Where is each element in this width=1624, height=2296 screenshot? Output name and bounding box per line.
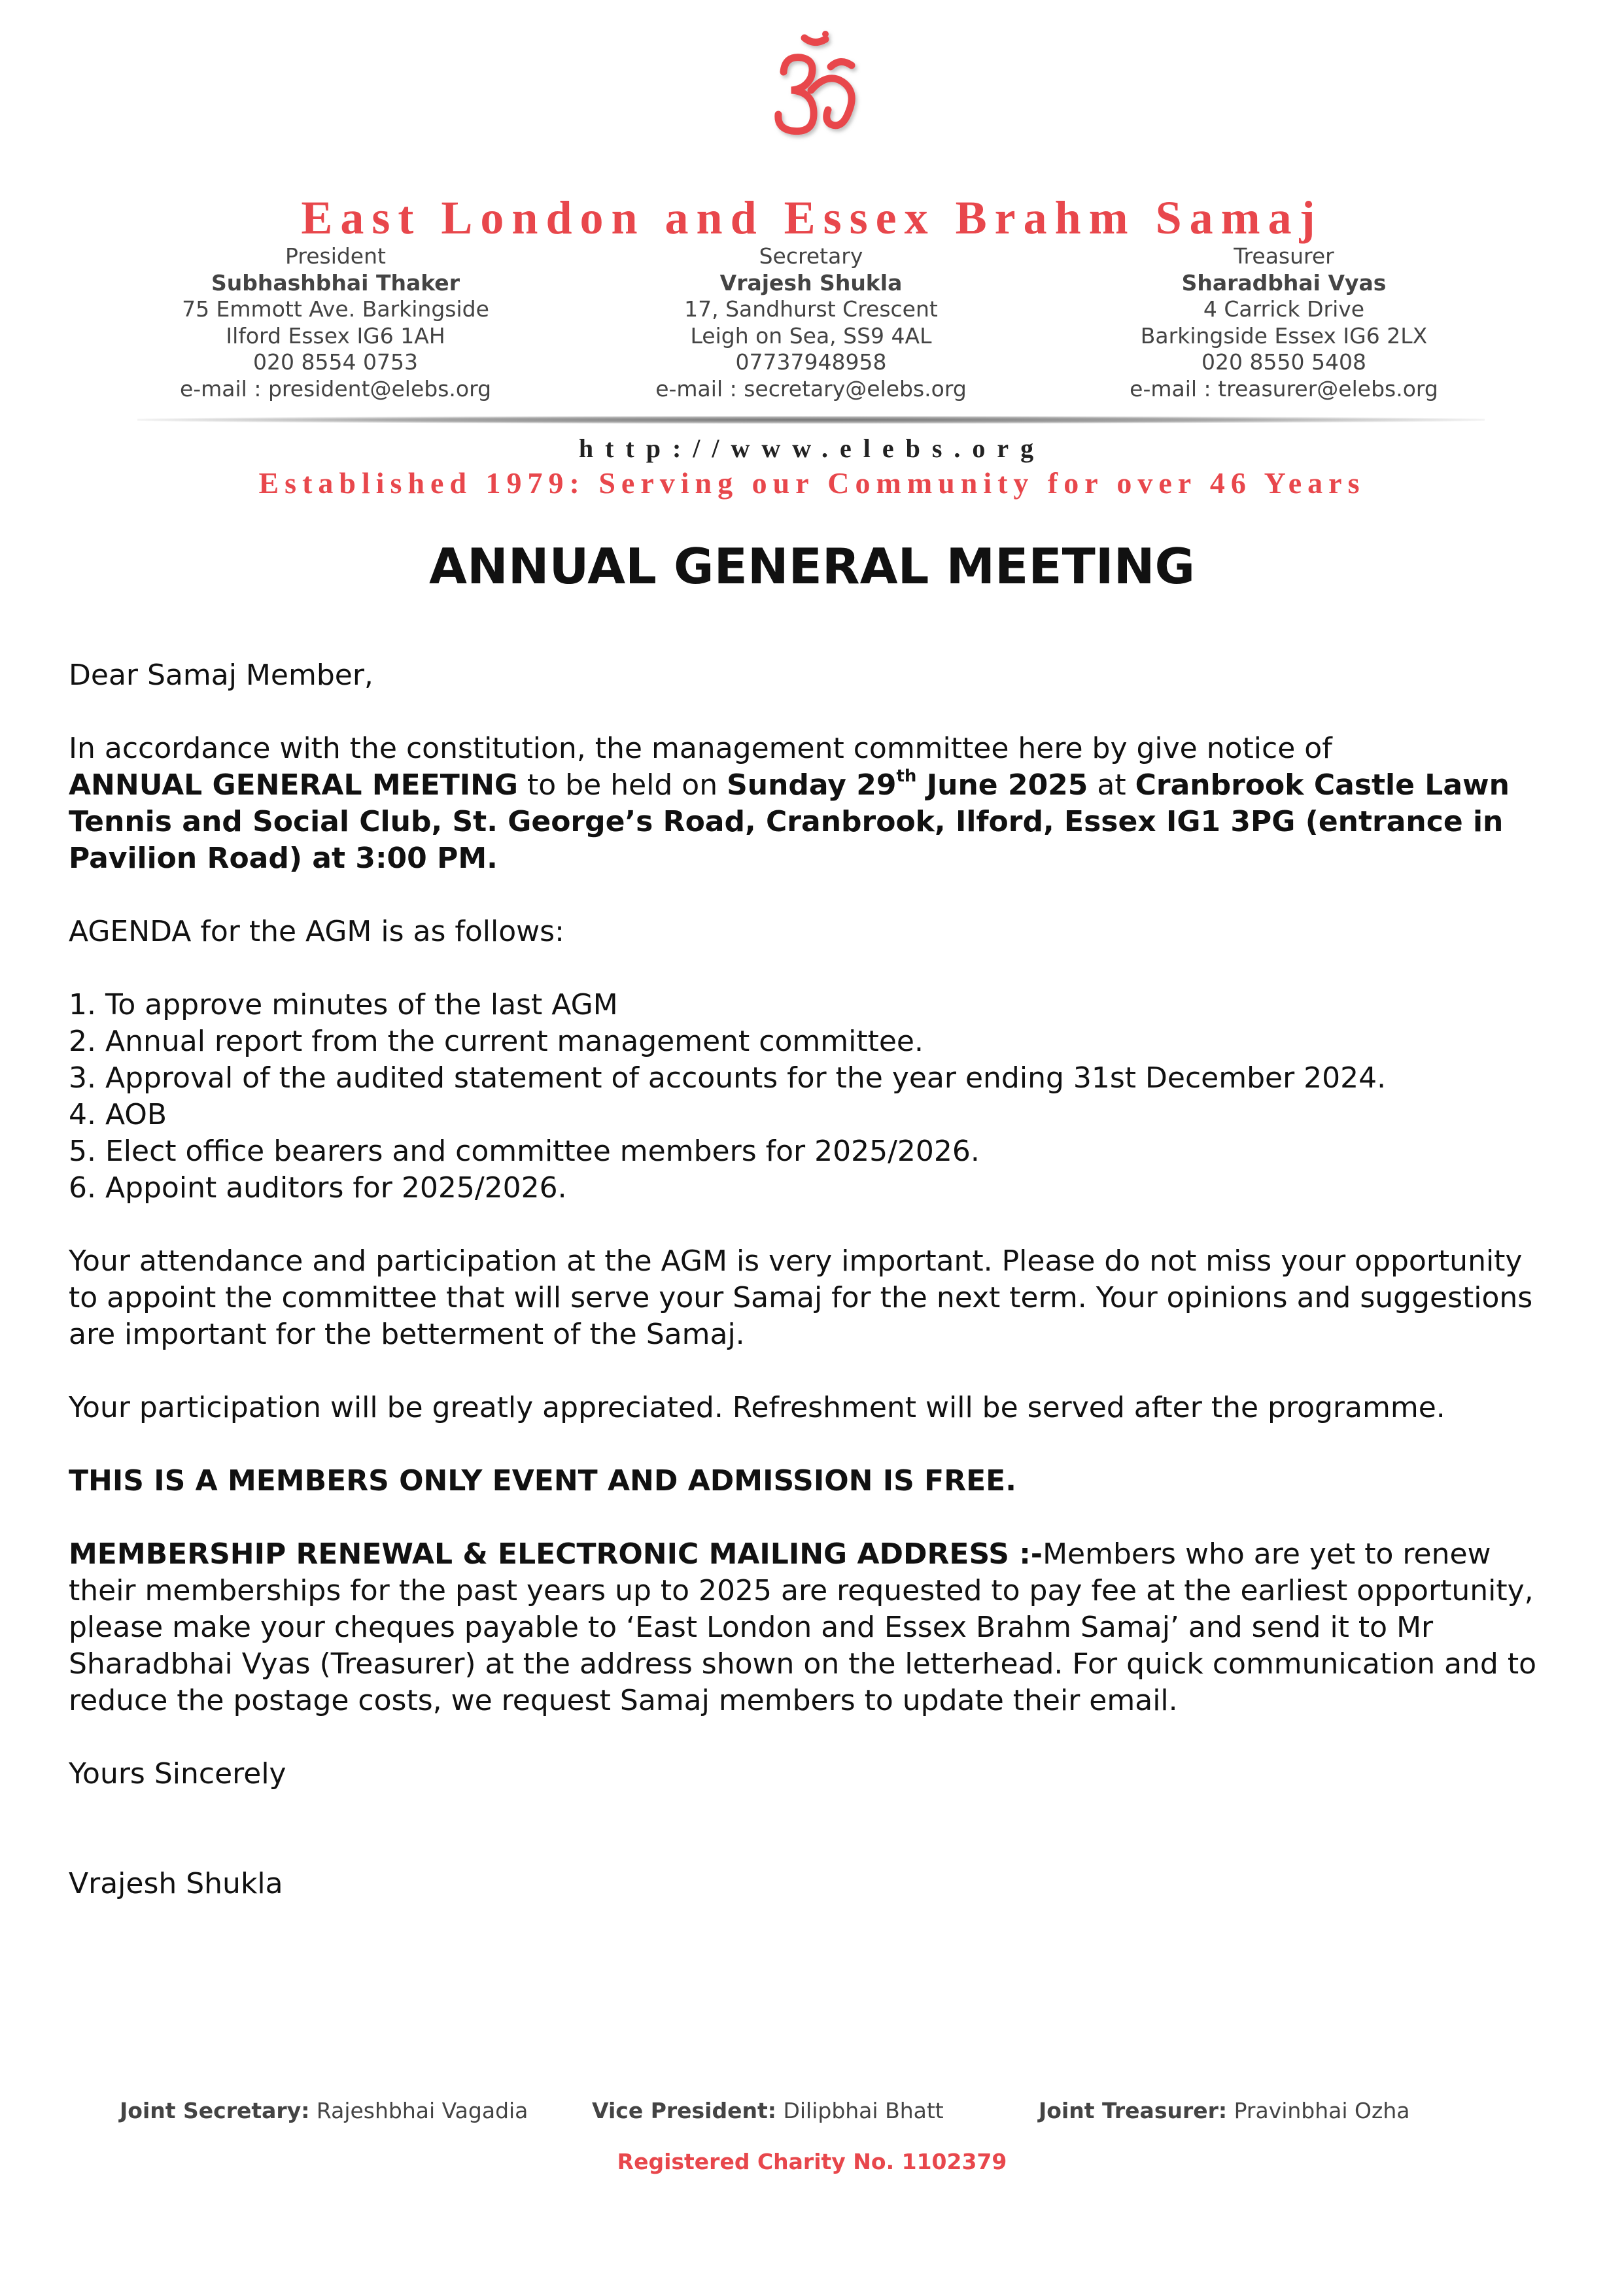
membership-text: Members who are yet to renew their memberships for the past years up to 2025 are requested to pay fee at the earliest opportunity, please make your cheques payable to ‘East London and Essex Brahm Samaj’ and send it to Mr Sharadbhai Vyas (Treasurer) at the address shown on the letterhead. For quick communication and to reduce the postage costs, we request Samaj members to update their email. [69,1537,1537,1717]
meeting-venue: Cranbrook Castle Lawn Tennis and Social Club, St. George’s Road, Cranbrook, Ilford, Essex IG1 3PG (entrance in Pavilion Road) at 3:00 PM. [69,768,1510,875]
agenda-item: 2. Annual report from the current management committee. [69,1025,924,1058]
established-tagline: Established 1979: Serving our Community for over 46 Years [258,466,1366,500]
officer-role: Treasurer [1234,243,1334,269]
closing: Yours Sincerely [69,1757,286,1791]
president-contact [100,243,571,402]
officer-name: Subhashbhai Thaker [211,269,460,296]
meeting-name: ANNUAL GENERAL MEETING [69,768,519,802]
secretary-contact [576,243,1046,402]
website-link[interactable]: http://www.elebs.org [578,434,1046,463]
header-divider [137,416,1485,424]
members-only-notice: THIS IS A MEMBERS ONLY EVENT AND ADMISSION IS FREE. [69,1464,1016,1498]
notice-at: at [1088,768,1135,802]
agenda-item: 6. Appoint auditors for 2025/2026. [69,1171,567,1205]
officer-address-line1: 75 Emmott Ave. Barkingside [182,296,489,322]
notice-held-on: to be held on [518,768,727,802]
meeting-notice [69,730,1560,877]
agenda-item: 1. To approve minutes of the last AGM [69,988,618,1021]
treasurer-contact [1048,243,1519,402]
agenda-item: 5. Elect office bearers and committee members for 2025/2026. [69,1135,980,1168]
officer-role: Secretary [759,243,863,269]
officer-role: President [285,243,386,269]
agenda-item: 4. AOB [69,1098,167,1131]
officer-email[interactable]: e-mail : treasurer@elebs.org [1130,375,1438,402]
vice-president: Vice President: Dilipbhai Bhatt [592,2098,944,2123]
officer-email[interactable]: e-mail : secretary@elebs.org [655,375,967,402]
officer-address-line2: Ilford Essex IG6 1AH [226,322,445,349]
officer-phone: 020 8554 0753 [253,349,418,375]
attendance-paragraph: Your attendance and participation at the AGM is very important. Please do not miss your opportunity to appoint the committee that will serve your Samaj for the next term. Your opinions and suggestions are important for the betterment of the Samaj. [69,1244,1533,1351]
officer-address-line2: Barkingside Essex IG6 2LX [1140,322,1428,349]
membership-paragraph [69,1536,1560,1719]
joint-treasurer: Joint Treasurer: Pravinbhai Ozha [1039,2098,1410,2123]
officer-phone: 020 8550 5408 [1201,349,1366,375]
officer-address-line2: Leigh on Sea, SS9 4AL [690,322,932,349]
agenda-list [69,987,1560,1207]
notice-intro: In accordance with the constitution, the management committee here by give notice of [69,732,1332,765]
agenda-intro: AGENDA for the AGM is as follows: [69,915,564,948]
participation-paragraph: Your participation will be greatly appreciated. Refreshment will be served after the programme. [69,1391,1445,1424]
letter-body [69,657,1560,1939]
joint-secretary: Joint Secretary: Rajeshbhai Vagadia [120,2098,528,2123]
signature-name: Vrajesh Shukla [69,1867,283,1900]
officer-phone: 07737948958 [735,349,887,375]
officer-address-line1: 17, Sandhurst Crescent [684,296,938,322]
officer-name: Sharadbhai Vyas [1181,269,1387,296]
officer-address-line1: 4 Carrick Drive [1203,296,1365,322]
salutation: Dear Samaj Member, [69,659,373,692]
agenda-item: 3. Approval of the audited statement of accounts for the year ending 31st December 2024. [69,1061,1387,1095]
membership-label: MEMBERSHIP RENEWAL & ELECTRONIC MAILING ADDRESS :- [69,1537,1043,1571]
officer-name: Vrajesh Shukla [719,269,903,296]
organization-name: East London and Essex Brahm Samaj [301,192,1323,244]
page-title: ANNUAL GENERAL MEETING [428,538,1196,595]
officer-email[interactable]: e-mail : president@elebs.org [179,375,492,402]
charity-number: Registered Charity No. 1102379 [617,2149,1007,2174]
officers-block [0,243,1624,413]
meeting-date: Sunday 29th June 2025 [727,766,1088,802]
om-symbol-icon [765,26,870,150]
